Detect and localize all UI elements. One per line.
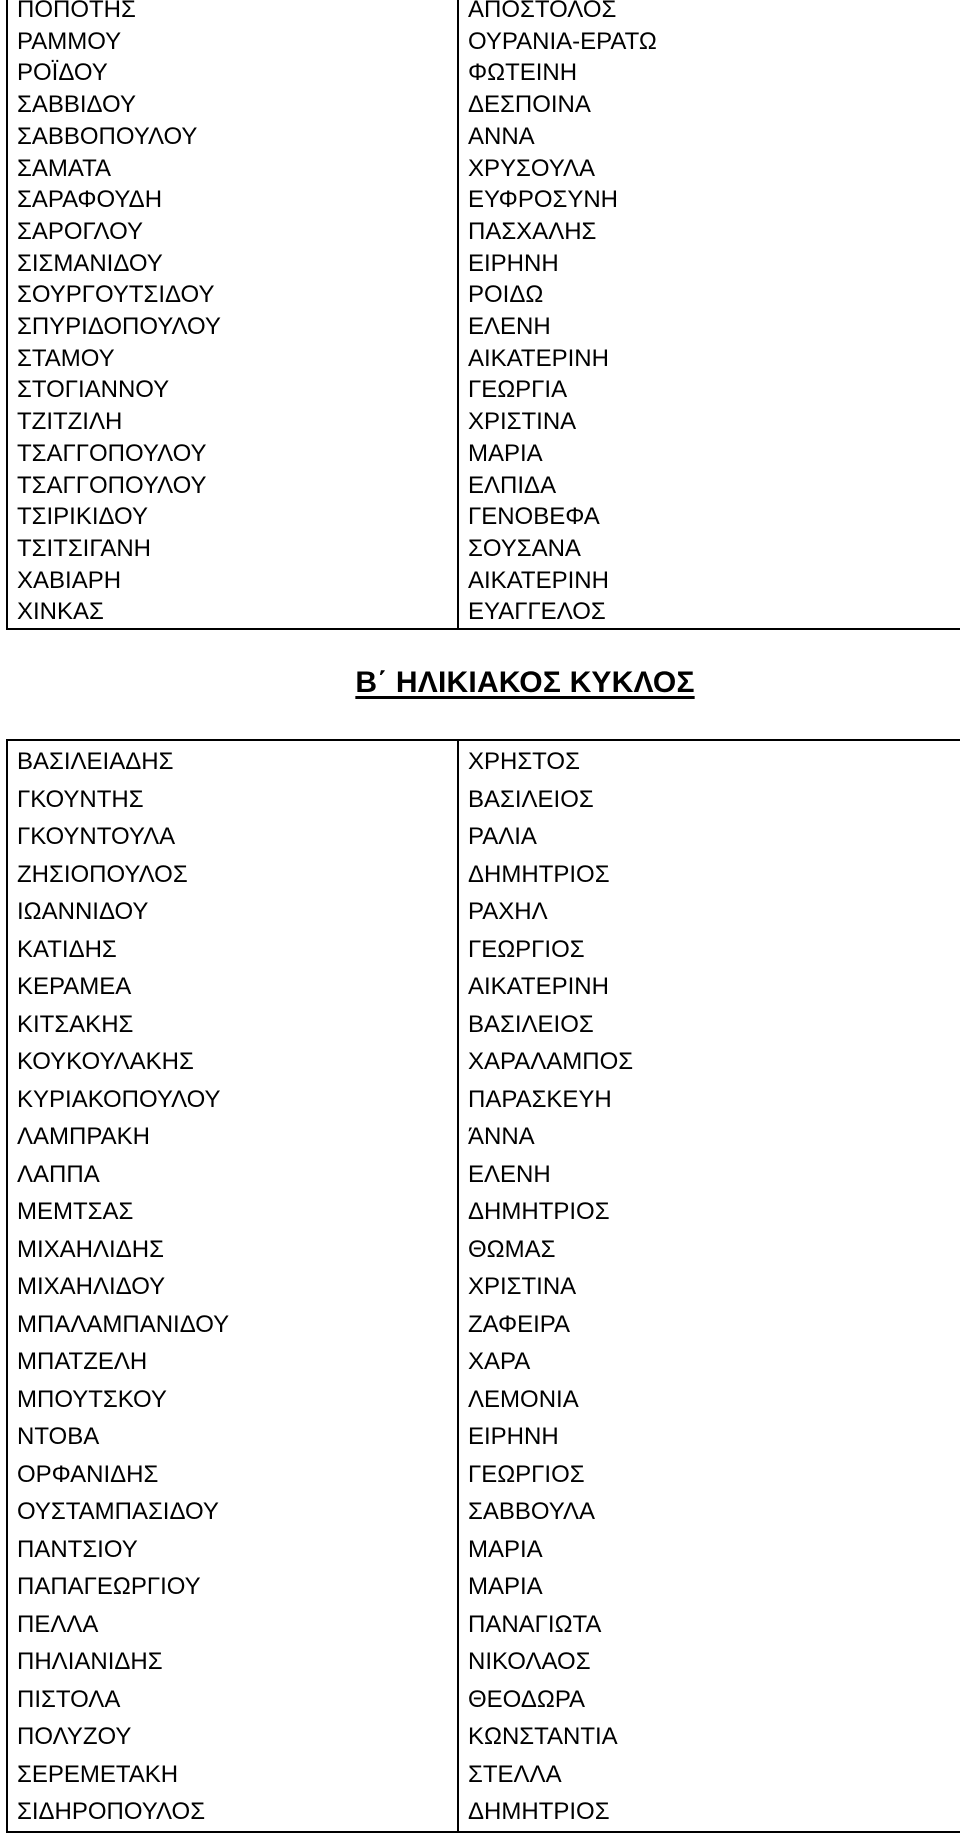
list-item: ΑΝΝΑ	[468, 122, 535, 150]
list-item: ΓΕΩΡΓΙΑ	[468, 376, 568, 404]
list-item: ΝΙΚΟΛΑΟΣ	[468, 1648, 591, 1675]
list-item: ΜΑΡΙΑ	[468, 1535, 543, 1563]
list-item: ΣΑΡΑΦΟΥΔΗ	[17, 186, 163, 214]
list-item: ΑΙΚΑΤΕΡΙΝΗ	[468, 344, 609, 372]
list-item: ΧΙΝΚΑΣ	[17, 598, 104, 626]
list-item: ΓΕΝΟΒΕΦΑ	[468, 503, 600, 531]
list-item: ΣΑΡΟΓΛΟΥ	[17, 217, 143, 245]
list-item: ΚΩΝΣΤΑΝΤΙΑ	[468, 1723, 618, 1750]
list-item: ΜΙΧΑΗΛΙΔΗΣ	[17, 1235, 164, 1263]
list-item: ΠΑΡΑΣΚΕΥΗ	[468, 1085, 612, 1113]
list-item: ΔΗΜΗΤΡΙΟΣ	[468, 860, 610, 888]
list-item: ΜΠΟΥΤΣΚΟΥ	[17, 1385, 167, 1413]
list-item: ΡΑΛΙΑ	[468, 823, 537, 850]
list-item: ΒΑΣΙΛΕΙΟΣ	[468, 785, 594, 813]
list-item: ΑΙΚΑΤΕΡΙΝΗ	[468, 566, 609, 594]
list-item: ΠΗΛΙΑΝΙΔΗΣ	[17, 1648, 163, 1675]
list-item: ΣΑΒΒΟΠΟΥΛΟΥ	[17, 122, 198, 150]
list-item: ΜΑΡΙΑ	[468, 1573, 543, 1600]
list-item: ΕΥΑΓΓΕΛΟΣ	[468, 598, 606, 626]
section-heading: Β΄ ΗΛΙΚΙΑΚΟΣ ΚΥΚΛΟΣ	[355, 666, 695, 699]
list-item: ΦΩΤΕΙΝΗ	[468, 59, 578, 87]
list-item: ΚΥΡΙΑΚΟΠΟΥΛΟΥ	[17, 1085, 221, 1113]
list-item: ΕΛΕΝΗ	[468, 313, 551, 341]
list-item: ΕΙΡΗΝΗ	[468, 1423, 559, 1450]
list-item: ΘΩΜΑΣ	[468, 1235, 556, 1263]
list-item: ΜΙΧΑΗΛΙΔΟΥ	[17, 1273, 166, 1300]
list-item: ΔΗΜΗΤΡΙΟΣ	[468, 1798, 610, 1825]
list-item: ΣΑΒΒΟΥΛΑ	[468, 1498, 596, 1525]
list-item: ΤΣΑΓΓΟΠΟΥΛΟΥ	[17, 439, 207, 467]
list-item: ΚΕΡΑΜΕΑ	[17, 973, 132, 1000]
list-item: ΧΡΙΣΤΙΝΑ	[468, 1273, 577, 1300]
table-row	[7, 0, 960, 629]
list-item: ΒΑΣΙΛΕΙΑΔΗΣ	[17, 748, 174, 775]
surname-column	[7, 0, 458, 629]
list-item: ΝΤΟΒΑ	[17, 1423, 100, 1450]
surname-column	[7, 740, 458, 1832]
list-item: ΤΖΙΤΖΙΛΗ	[17, 408, 123, 436]
list-item: ΣΕΡΕΜΕΤΑΚΗ	[17, 1760, 179, 1788]
list-item: ΛΑΜΠΡΑΚΗ	[17, 1123, 150, 1150]
list-item: ΧΡΥΣΟΥΛΑ	[468, 154, 596, 182]
list-item: ΓΚΟΥΝΤΟΥΛΑ	[17, 823, 176, 850]
list-item: ΠΑΝΤΣΙΟΥ	[17, 1535, 138, 1563]
top-name-table	[6, 0, 960, 630]
list-item: ΑΙΚΑΤΕΡΙΝΗ	[468, 973, 609, 1000]
list-item: ΕΛΕΝΗ	[468, 1160, 551, 1188]
list-item: ΕΙΡΗΝΗ	[468, 249, 559, 277]
list-item: ΡΟΙΔΩ	[468, 281, 544, 309]
list-item: ΣΤΕΛΛΑ	[468, 1760, 562, 1788]
first-name-column	[458, 0, 960, 629]
list-item: ΜΕΜΤΣΑΣ	[17, 1198, 134, 1225]
list-item: ΧΡΗΣΤΟΣ	[468, 748, 580, 775]
list-item: ΡΑΧΗΛ	[468, 898, 548, 925]
list-item: ΤΣΙΡΙΚΙΔΟΥ	[17, 503, 148, 531]
list-item: ΔΕΣΠΟΙΝΑ	[468, 91, 591, 119]
list-item: ΟΥΡΑΝΙΑ-ΕΡΑΤΩ	[468, 27, 657, 55]
list-item: ΠΑΠΑΓΕΩΡΓΙΟΥ	[17, 1573, 201, 1600]
list-item: ΣΑΒΒΙΔΟΥ	[17, 91, 136, 119]
list-item: ΘΕΟΔΩΡΑ	[468, 1685, 586, 1713]
list-item: ΣΟΥΡΓΟΥΤΣΙΔΟΥ	[17, 281, 215, 309]
list-item: ΣΤΟΓΙΑΝΝΟΥ	[17, 376, 170, 404]
list-item: ΠΕΛΛΑ	[17, 1610, 99, 1638]
list-item: ΙΩΑΝΝΙΔΟΥ	[17, 898, 149, 925]
list-item: ΛΕΜΟΝΙΑ	[468, 1385, 579, 1413]
list-item: ΆΝΝΑ	[468, 1123, 535, 1150]
list-item: ΔΗΜΗΤΡΙΟΣ	[468, 1198, 610, 1225]
list-item: ΣΙΣΜΑΝΙΔΟΥ	[17, 249, 163, 277]
list-item: ΕΛΠΙΔΑ	[468, 471, 557, 499]
list-item: ΠΑΣΧΑΛΗΣ	[468, 217, 597, 245]
list-item: ΛΑΠΠΑ	[17, 1160, 100, 1188]
list-item: ΑΠΟΣΤΟΛΟΣ	[468, 0, 617, 23]
list-item: ΠΟΠΟΤΗΣ	[17, 0, 136, 23]
list-item: ΟΡΦΑΝΙΔΗΣ	[17, 1460, 159, 1488]
list-item: ΣΠΥΡΙΔΟΠΟΥΛΟΥ	[17, 313, 221, 341]
list-item: ΡΟΪΔΟΥ	[17, 59, 108, 87]
list-item: ΠΟΛΥΖΟΥ	[17, 1723, 132, 1750]
list-item: ΧΑΒΙΑΡΗ	[17, 566, 122, 594]
list-item: ΧΑΡΑΛΑΜΠΟΣ	[468, 1048, 634, 1075]
list-item: ΓΕΩΡΓΙΟΣ	[468, 935, 585, 963]
list-item: ΓΕΩΡΓΙΟΣ	[468, 1460, 585, 1488]
list-item: ΠΙΣΤΟΛΑ	[17, 1685, 121, 1713]
list-item: ΧΡΙΣΤΙΝΑ	[468, 408, 577, 436]
list-item: ΤΣΙΤΣΙΓΑΝΗ	[17, 534, 152, 562]
list-item: ΡΑΜΜΟΥ	[17, 27, 122, 55]
list-item: ΧΑΡΑ	[468, 1348, 531, 1375]
list-item: ΒΑΣΙΛΕΙΟΣ	[468, 1010, 594, 1038]
list-item: ΖΗΣΙΟΠΟΥΛΟΣ	[17, 860, 188, 888]
list-item: ΖΑΦΕΙΡΑ	[468, 1310, 571, 1338]
list-item: ΣΑΜΑΤΑ	[17, 154, 111, 182]
list-item: ΓΚΟΥΝΤΗΣ	[17, 785, 144, 813]
list-item: ΣΤΑΜΟΥ	[17, 344, 115, 372]
list-item: ΜΑΡΙΑ	[468, 439, 543, 467]
list-item: ΕΥΦΡΟΣΥΝΗ	[468, 186, 618, 214]
list-item: ΜΠΑΤΖΕΛΗ	[17, 1348, 148, 1375]
table-row	[7, 740, 960, 1832]
list-item: ΠΑΝΑΓΙΩΤΑ	[468, 1610, 602, 1638]
list-item: ΣΙΔΗΡΟΠΟΥΛΟΣ	[17, 1798, 206, 1825]
list-item: ΚΟΥΚΟΥΛΑΚΗΣ	[17, 1048, 194, 1075]
list-item: ΟΥΣΤΑΜΠΑΣΙΔΟΥ	[17, 1498, 219, 1525]
list-item: ΜΠΑΛΑΜΠΑΝΙΔΟΥ	[17, 1310, 230, 1338]
bottom-name-table	[6, 739, 960, 1833]
list-item: ΚΑΤΙΔΗΣ	[17, 935, 117, 963]
list-item: ΚΙΤΣΑΚΗΣ	[17, 1010, 134, 1038]
first-name-column	[458, 740, 960, 1832]
list-item: ΤΣΑΓΓΟΠΟΥΛΟΥ	[17, 471, 207, 499]
list-item: ΣΟΥΣΑΝΑ	[468, 534, 581, 562]
